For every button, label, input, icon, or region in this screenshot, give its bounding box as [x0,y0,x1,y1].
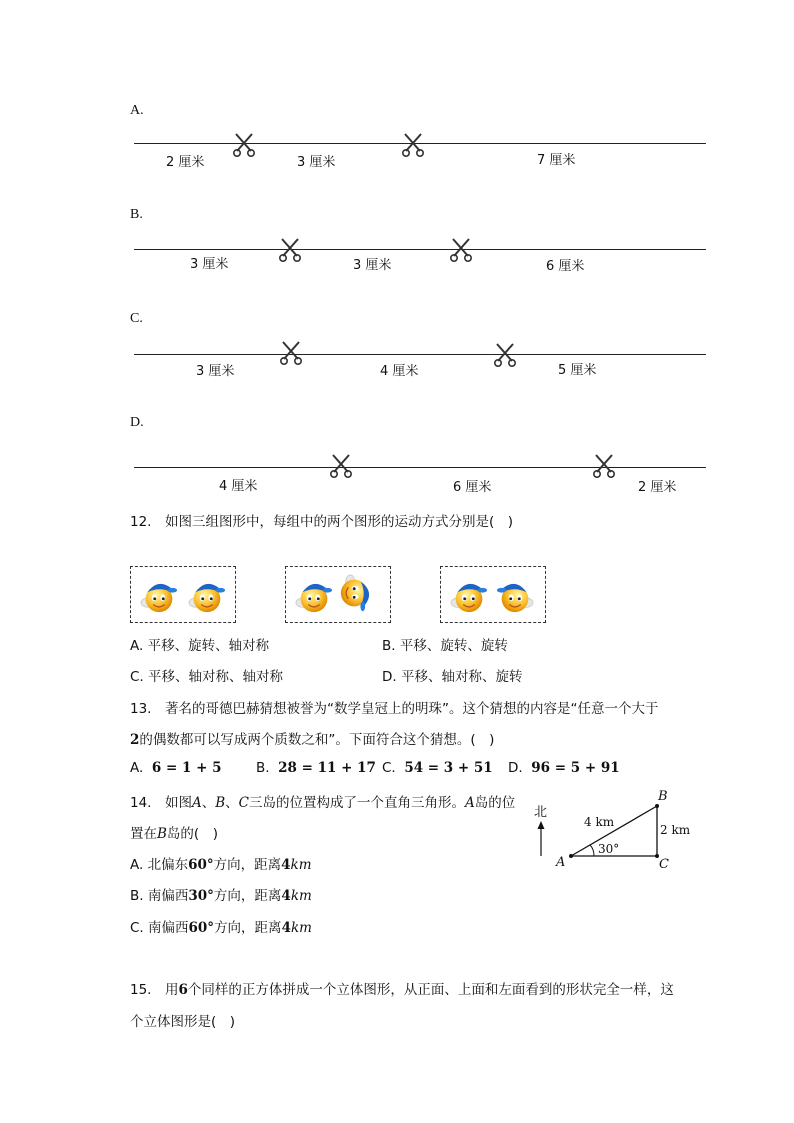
segment-label: 4 厘米 [380,364,419,379]
q14-option-a [130,853,312,873]
number: 4 [281,920,291,936]
text: 置在 [130,826,157,842]
question-12-stem: 12. 如图三组图形中，每组中的两个图形的运动方式分别是( ) [130,514,514,530]
expression: 96 = 5 + 91 [531,760,620,776]
q13-option-b [256,760,376,776]
segment-label: 3 厘米 [196,364,235,379]
letter: D. [508,760,523,776]
option-c-letter: C. [130,311,143,326]
q14-option-c [130,916,312,936]
label-c: C [659,857,669,872]
option-d-letter: D. [130,415,144,430]
scissors-icon [279,340,303,366]
number: 60° [188,920,215,936]
segment-label: 3 厘米 [190,257,229,272]
number: 4 [281,857,291,873]
segment-label: 5 厘米 [558,363,597,378]
question-15-stem-line1 [130,978,674,998]
q12-option-b: B. 平移、旋转、旋转 [382,638,508,654]
var: B [157,826,167,842]
figure-group-3 [440,566,546,623]
q12-option-d: D. 平移、轴对称、旋转 [382,669,523,685]
text: 方向，距离 [213,888,282,904]
letter: B. [256,760,270,776]
line-segment-c [134,354,706,355]
text: 15. 用 [130,982,179,998]
smiley-rotated-icon [336,573,380,613]
q12-option-c: C. 平移、轴对称、轴对称 [130,669,284,685]
number: 30° [188,888,214,904]
text: 方向，距离 [213,857,282,873]
q12-option-a: A. 平移、旋转、轴对称 [130,638,270,654]
var: A [465,795,475,811]
smiley-icon [187,573,227,617]
letter: A. [130,760,144,776]
north-label: 北 [534,805,548,820]
number: 2 [130,732,140,748]
text: 14. 如图 [130,795,192,811]
smiley-mirrored-icon [495,573,535,617]
number: 60° [188,857,214,873]
line-segment-d [134,467,706,468]
var: C [238,795,249,811]
expression: 54 = 3 + 51 [404,760,493,776]
segment-label: 6 厘米 [453,480,492,495]
question-14-stem-line2 [130,822,218,842]
segment-label: 3 厘米 [297,155,336,170]
unit: km [290,888,312,904]
segment-label: 4 厘米 [219,479,258,494]
segment-label: 2 厘米 [638,480,677,495]
scissors-icon [401,132,425,158]
hypotenuse-label: 4 km [584,815,615,829]
q13-option-c [382,760,493,776]
expression: 28 = 11 + 17 [278,760,376,776]
figure-group-1 [130,566,236,623]
text: 的偶数都可以写成两个质数之和”。下面符合这个猜想。( ) [139,732,495,748]
question-13-stem-line1: 13. 著名的哥德巴赫猜想被誉为“数学皇冠上的明珠”。这个猜想的内容是“任意一个大于 [130,701,659,717]
segment-label: 6 厘米 [546,259,585,274]
q14-option-b [130,884,312,904]
text: 三岛的位置构成了一个直角三角形。 [249,795,465,811]
figure-group-2 [285,566,391,623]
q13-option-d [508,760,620,776]
unit: km [290,920,312,936]
text: 个同样的正方体拼成一个立体图形，从正面、上面和左面看到的形状完全一样，这 [187,982,674,998]
question-14-stem-line1 [130,791,515,811]
scissors-icon [493,342,517,368]
expression: 6 = 1 + 5 [151,760,222,776]
scissors-icon [232,132,256,158]
text: C. 南偏西 [130,920,189,936]
number: 6 [178,982,188,998]
unit: km [290,857,312,873]
point-a [569,854,573,858]
north-arrowhead-icon [538,821,545,829]
smiley-icon [449,573,489,617]
label-b: B [658,789,668,804]
number: 4 [281,888,291,904]
question-15-stem-line2: 个立体图形是( ) [130,1014,236,1030]
label-a: A [556,855,566,870]
question-13-stem-line2 [130,728,494,748]
smiley-icon [139,573,179,617]
angle-label: 30° [598,842,620,856]
text: B. 南偏西 [130,888,189,904]
var: A [191,795,202,811]
text: 岛的位 [474,795,516,811]
text: 、 [225,795,239,811]
segment-label: 2 厘米 [166,155,205,170]
text: A. 北偏东 [130,857,189,873]
letter: C. [382,760,396,776]
angle-arc [590,845,594,856]
text: 岛的( ) [166,826,218,842]
triangle-figure [528,786,708,872]
segment-label: 3 厘米 [353,258,392,273]
segment-label: 7 厘米 [537,153,576,168]
scissors-icon [329,453,353,479]
scissors-icon [449,237,473,263]
var: B [215,795,226,811]
scissors-icon [278,237,302,263]
text: 、 [201,795,216,811]
option-a-letter: A. [130,103,144,118]
scissors-icon [592,453,616,479]
q13-option-a [130,760,222,776]
point-b [655,804,659,808]
line-segment-b [134,249,706,250]
side-bc-label: 2 km [660,823,691,837]
option-b-letter: B. [130,207,143,222]
smiley-icon [294,573,334,617]
text: 方向，距离 [214,920,282,936]
